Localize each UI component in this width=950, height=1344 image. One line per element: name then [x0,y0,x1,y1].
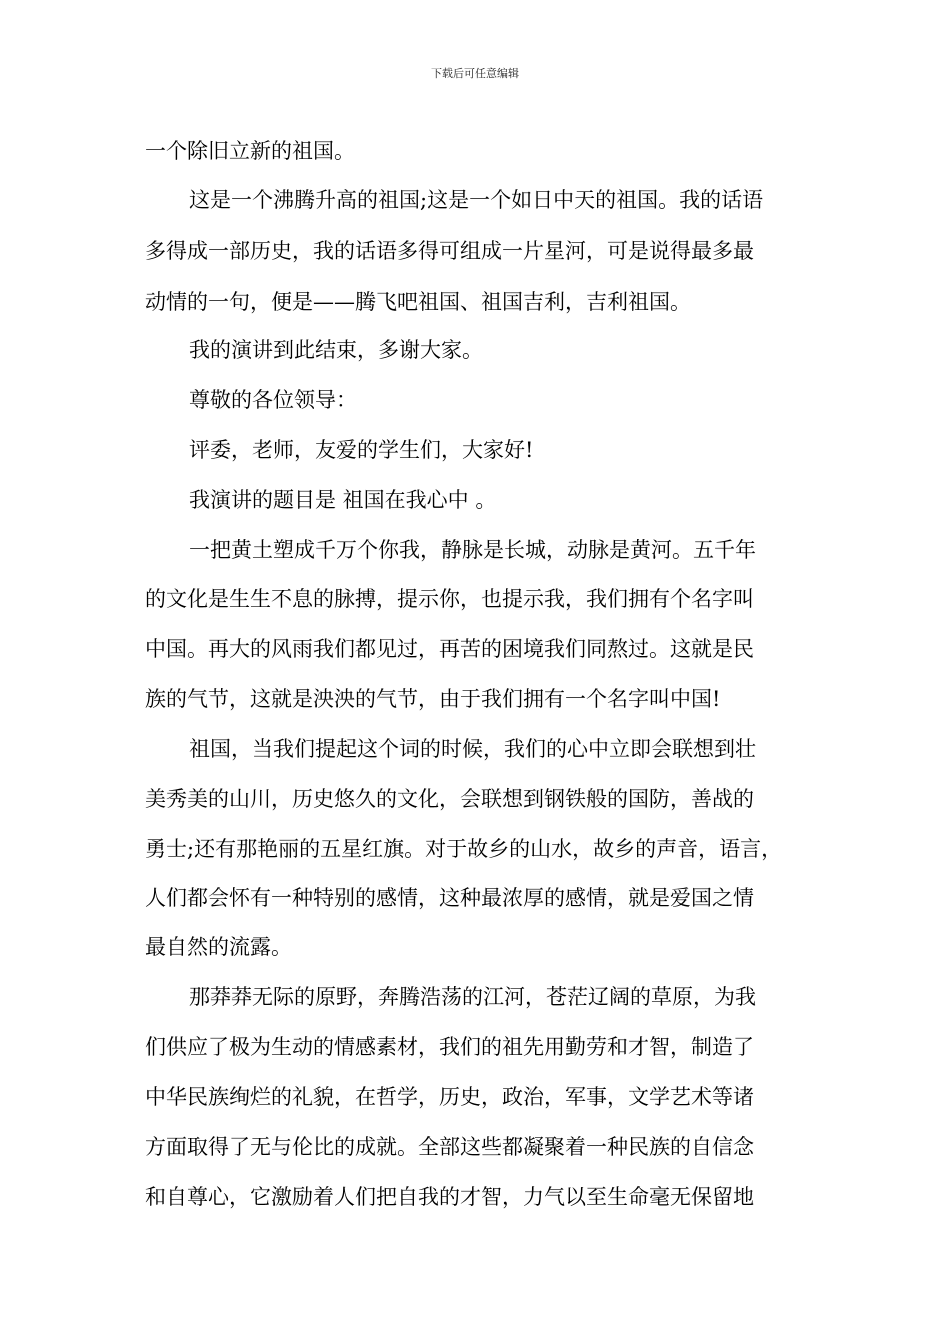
text-line: 我演讲的题目是 祖国在我心中 。 [189,488,497,512]
text-line: 这是一个沸腾升高的祖国;这是一个如日中天的祖国。我的话语 [189,188,764,212]
text-line: 尊敬的各位领导： [189,388,357,412]
text-line: 动情的一句，便是——腾飞吧祖国、祖国吉利，吉利祖国。 [145,290,691,314]
text-line: 一把黄土塑成千万个你我，静脉是长城，动脉是黄河。五千年 [189,538,756,562]
text-line: 勇士;还有那艳丽的五星红旗。对于故乡的山水，故乡的声音，语言， [145,837,783,861]
text-line: 中国。再大的风雨我们都见过，再苦的困境我们同熬过。这就是民 [145,637,754,661]
text-line: 多得成一部历史，我的话语多得可组成一片星河，可是说得最多最 [145,239,754,263]
page-header: 下载后可任意编辑 [431,67,519,80]
text-line: 的文化是生生不息的脉搏，提示你，也提示我，我们拥有个名字叫 [145,587,754,611]
text-line: 们供应了极为生动的情感素材，我们的祖先用勤劳和才智，制造了 [145,1035,754,1059]
text-line: 和自尊心，它激励着人们把自我的才智，力气以至生命毫无保留地 [145,1185,754,1209]
text-line: 美秀美的山川，历史悠久的文化，会联想到钢铁般的国防，善战的 [145,787,754,811]
text-line: 一个除旧立新的祖国。 [145,139,355,163]
text-line: 我的演讲到此结束，多谢大家。 [189,338,483,362]
text-line: 那莽莽无际的原野，奔腾浩荡的江河，苍茫辽阔的草原，为我 [189,985,756,1009]
text-line: 最自然的流露。 [145,935,292,959]
text-line: 中华民族绚烂的礼貌，在哲学，历史，政治，军事，文学艺术等诸 [145,1085,754,1109]
text-line: 祖国，当我们提起这个词的时候，我们的心中立即会联想到壮 [189,737,756,761]
text-line: 方面取得了无与伦比的成就。全部这些都凝聚着一种民族的自信念 [145,1135,754,1159]
text-line: 评委，老师，友爱的学生们，大家好! [189,438,534,462]
text-line: 人们都会怀有一种特别的感情，这种最浓厚的感情，就是爱国之情 [145,886,754,910]
text-line: 族的气节，这就是泱泱的气节，由于我们拥有一个名字叫中国! [145,687,721,711]
